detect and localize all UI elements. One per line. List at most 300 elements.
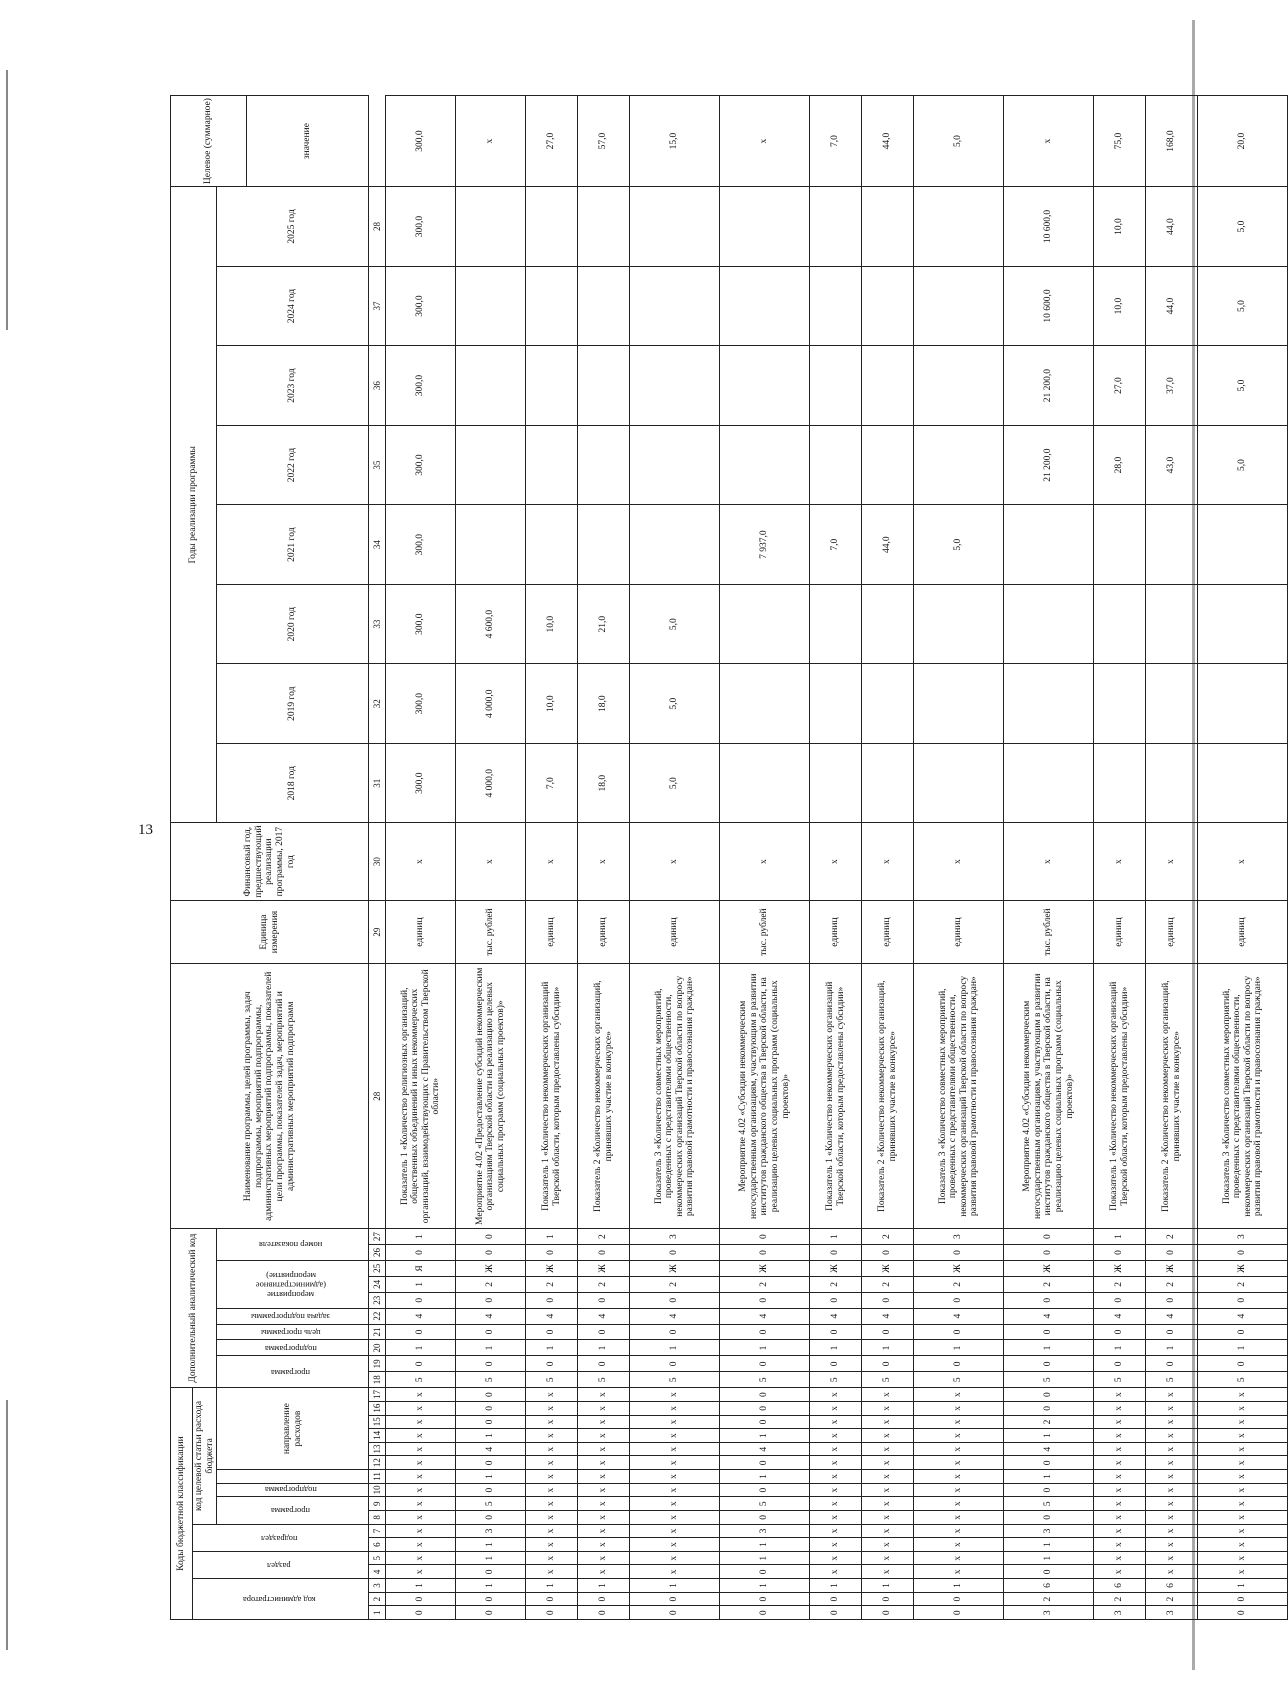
column-number: 37 [369,266,386,346]
code-cell: х [526,1415,578,1429]
year-value: 300,0 [386,505,456,585]
year-value [720,664,810,744]
code-cell: 2 [456,1276,526,1292]
code-cell: х [1094,1456,1146,1470]
year-value [630,505,720,585]
year-value [526,346,578,426]
code-cell: х [386,1511,456,1525]
year-value: 300,0 [386,743,456,823]
code-cell: 0 [1094,1292,1146,1308]
year-value: 18,0 [578,743,630,823]
column-number: 4 [369,1565,386,1579]
code-cell: 3 [1004,1524,1094,1538]
year-value [456,187,526,267]
code-cell: Ж [810,1260,862,1276]
target-value: х [720,96,810,187]
code-cell: 4 [1146,1308,1198,1324]
code-cell: 4 [1004,1308,1094,1324]
code-cell: х [526,1565,578,1579]
year-value [526,425,578,505]
code-cell: 1 [456,1579,526,1593]
code-cell: х [630,1470,720,1484]
code-cell: х [526,1429,578,1443]
code-cell: 4 [1198,1308,1288,1324]
code-cell: 0 [526,1292,578,1308]
row-unit: единиц [386,900,456,964]
code-cell: х [578,1565,630,1579]
column-number: 11 [369,1470,386,1484]
code-cell: 5 [526,1372,578,1388]
header-name: Наименование программы, целей программы, задач подпрограммы, мероприятий подпрограммы, административных мероприятий подпрограммы, показателей цели программы, показателей задач, мероприятий и административных мероприятий подпрограмм [171,964,369,1229]
header-target-group: Целевое (суммарное) [171,96,247,187]
code-cell: х [862,1483,914,1497]
code-cell: 0 [1004,1565,1094,1579]
row-unit: единиц [630,900,720,964]
code-cell: 0 [720,1229,810,1245]
code-cell: 5 [1094,1372,1146,1388]
year-value: 10,0 [1094,187,1146,267]
code-cell: 0 [1004,1356,1094,1372]
code-cell: 2 [1146,1229,1198,1245]
code-cell: 0 [1146,1245,1198,1261]
year-value [1094,584,1146,664]
year-value: 4 000,0 [456,664,526,744]
code-cell: х [810,1456,862,1470]
column-number: 20 [369,1340,386,1356]
code-cell: 5 [578,1372,630,1388]
column-number: 27 [369,1229,386,1245]
code-cell: 1 [914,1579,1004,1593]
code-cell: х [578,1483,630,1497]
code-cell: х [862,1538,914,1552]
code-cell: х [526,1483,578,1497]
column-number: 3 [369,1579,386,1593]
code-cell: 0 [456,1606,526,1620]
header-target-value: значение [247,96,369,187]
row-fin-year: х [578,823,630,900]
code-cell: х [1094,1524,1146,1538]
code-cell: 3 [630,1229,720,1245]
target-value: х [456,96,526,187]
code-cell: 2 [810,1276,862,1292]
table-row [914,96,1004,1620]
code-cell: х [1146,1456,1198,1470]
code-cell: 1 [1198,1579,1288,1593]
target-value: 5,0 [914,96,1004,187]
code-cell: х [386,1538,456,1552]
code-cell: х [810,1402,862,1416]
code-cell: х [526,1497,578,1511]
year-value: 5,0 [630,584,720,664]
row-name: Показатель 2 «Количество некоммерческих организаций, принявших участие в конкурсе» [1146,964,1198,1229]
year-value [1094,743,1146,823]
code-cell: 0 [1094,1356,1146,1372]
row-unit: тыс. рублей [1004,900,1094,964]
year-value [720,346,810,426]
year-value [810,584,862,664]
year-value [720,425,810,505]
row-fin-year: х [386,823,456,900]
row-fin-year: х [810,823,862,900]
code-cell: х [1198,1565,1288,1579]
code-cell: 2 [1004,1276,1094,1292]
year-value [720,743,810,823]
code-cell: х [1094,1538,1146,1552]
code-cell: 1 [720,1470,810,1484]
year-value: 5,0 [914,505,1004,585]
year-value: 4 000,0 [456,743,526,823]
year-value [456,346,526,426]
code-cell: Ж [1004,1260,1094,1276]
year-value [862,425,914,505]
column-number: 7 [369,1524,386,1538]
year-value: 5,0 [1198,187,1288,267]
code-cell: 3 [720,1524,810,1538]
code-cell: х [810,1429,862,1443]
year-value [862,584,914,664]
code-cell: 4 [810,1308,862,1324]
code-cell: 0 [386,1324,456,1340]
code-cell: х [526,1456,578,1470]
code-cell: х [862,1565,914,1579]
code-cell: х [914,1538,1004,1552]
column-number: 14 [369,1429,386,1443]
code-cell: Ж [720,1260,810,1276]
code-cell: 0 [1146,1324,1198,1340]
code-cell: 0 [810,1606,862,1620]
code-cell: 0 [862,1292,914,1308]
column-number: 17 [369,1388,386,1402]
code-cell: 1 [526,1579,578,1593]
column-number: 31 [369,743,386,823]
row-fin-year: х [914,823,1004,900]
column-number: 28 [369,964,386,1229]
code-cell: х [578,1538,630,1552]
code-cell: 0 [862,1356,914,1372]
code-cell: х [810,1388,862,1402]
code-cell: х [810,1483,862,1497]
target-value: 20,0 [1198,96,1288,187]
code-cell: х [630,1483,720,1497]
header-activity: мероприятие (административное мероприятие) [217,1260,369,1308]
code-cell: х [386,1483,456,1497]
year-value: 300,0 [386,187,456,267]
code-cell: 0 [862,1592,914,1606]
year-value [630,266,720,346]
code-cell: х [1198,1551,1288,1565]
table-row [720,96,810,1620]
code-cell: 0 [862,1606,914,1620]
year-value: 44,0 [1146,266,1198,346]
table-row [456,96,526,1620]
code-cell: 2 [578,1229,630,1245]
code-cell: 4 [720,1308,810,1324]
column-number: 16 [369,1402,386,1416]
column-number: 30 [369,823,386,900]
code-cell: 0 [456,1292,526,1308]
header-column-numbers [369,96,386,1620]
code-cell: 0 [1198,1592,1288,1606]
row-name: Показатель 1 «Количество религиозных организаций, общественных объединений и иных некоммерческих организаций, взаимодействующих с Правительством Тверской области» [386,964,456,1229]
code-cell: 0 [810,1324,862,1340]
code-cell: х [862,1429,914,1443]
code-cell: х [526,1388,578,1402]
code-cell: х [1146,1388,1198,1402]
code-cell: 0 [578,1292,630,1308]
header-subprogram: подпрограмма [217,1483,369,1497]
code-cell: Ж [456,1260,526,1276]
code-cell: х [1198,1511,1288,1525]
code-cell: 1 [862,1579,914,1593]
code-cell: 0 [720,1565,810,1579]
column-number: 26 [369,1245,386,1261]
year-value: 300,0 [386,584,456,664]
code-cell: 3 [456,1524,526,1538]
code-cell: 0 [1198,1356,1288,1372]
code-cell: 0 [914,1606,1004,1620]
code-cell: х [386,1524,456,1538]
code-cell: х [526,1402,578,1416]
target-value: 57,0 [578,96,630,187]
code-cell: 0 [1094,1324,1146,1340]
year-value [1004,664,1094,744]
code-cell: 0 [456,1356,526,1372]
row-unit: тыс. рублей [456,900,526,964]
year-value [810,664,862,744]
year-value: 5,0 [1198,266,1288,346]
code-cell: 0 [720,1483,810,1497]
code-cell: х [630,1511,720,1525]
row-unit: единиц [1094,900,1146,964]
year-value [810,743,862,823]
header-activity-number: номер показателя [217,1229,369,1261]
column-number: 9 [369,1497,386,1511]
code-cell: 0 [1094,1245,1146,1261]
code-cell: 1 [720,1579,810,1593]
year-value: 10 600,0 [1004,187,1094,267]
year-value [1198,743,1288,823]
code-cell: 0 [720,1388,810,1402]
year-value [720,266,810,346]
column-number: 2 [369,1592,386,1606]
code-cell: х [914,1483,1004,1497]
code-cell: х [578,1388,630,1402]
code-cell: х [630,1538,720,1552]
year-value [630,187,720,267]
code-cell: 4 [526,1308,578,1324]
code-cell: 0 [1004,1456,1094,1470]
code-cell: х [1198,1429,1288,1443]
code-cell: х [862,1524,914,1538]
column-number: 35 [369,425,386,505]
code-cell: х [1146,1470,1198,1484]
code-cell: 4 [1004,1442,1094,1456]
header-goal: цель программы [217,1324,369,1340]
header-subsection: подраздел [193,1524,369,1551]
code-cell: 0 [630,1245,720,1261]
year-value [720,187,810,267]
code-cell: 0 [862,1245,914,1261]
column-number: 6 [369,1538,386,1552]
table-row [1146,96,1198,1620]
header-fin-year: Финансовый год, предшествующий реализации программы, 2017 год [171,823,369,900]
code-cell: х [1094,1388,1146,1402]
code-cell: х [630,1524,720,1538]
code-cell: х [630,1551,720,1565]
code-cell: Ж [1146,1260,1198,1276]
year-value: 5,0 [1198,425,1288,505]
code-cell: 1 [1146,1340,1198,1356]
year-value [810,346,862,426]
code-cell: 0 [720,1456,810,1470]
row-name: Мероприятие 4.02 «Предоставление субсидий некоммерческим организациям Тверской области на реализацию целевых социальных программ (социальных проектов)» [456,964,526,1229]
code-cell: 4 [720,1442,810,1456]
code-cell: 0 [456,1229,526,1245]
code-cell: х [1146,1538,1198,1552]
code-cell: 5 [386,1372,456,1388]
code-cell: 2 [720,1276,810,1292]
row-fin-year: х [1198,823,1288,900]
header-year-2021: 2021 год [217,505,369,585]
code-cell: 0 [1198,1324,1288,1340]
code-cell: Ж [1094,1260,1146,1276]
code-cell: х [1198,1524,1288,1538]
year-value: 28,0 [1094,425,1146,505]
table-row [578,96,630,1620]
code-cell: 5 [914,1372,1004,1388]
code-cell: х [862,1470,914,1484]
code-cell: х [630,1402,720,1416]
code-cell: х [1094,1497,1146,1511]
code-cell: 3 [914,1229,1004,1245]
code-cell: 4 [862,1308,914,1324]
year-value [862,187,914,267]
code-cell: 0 [810,1292,862,1308]
code-cell: 0 [578,1356,630,1372]
code-cell: 3 [1004,1606,1094,1620]
code-cell: 2 [630,1276,720,1292]
year-value [578,425,630,505]
header-year-2019: 2019 год [217,664,369,744]
year-value [1094,664,1146,744]
code-cell: х [578,1415,630,1429]
year-value: 37,0 [1146,346,1198,426]
year-value: 7,0 [810,505,862,585]
row-name: Показатель 1 «Количество некоммерческих организаций Тверской области, которым предоставлены субсидии» [1094,964,1146,1229]
code-cell: х [914,1415,1004,1429]
code-cell: х [810,1497,862,1511]
column-number: 5 [369,1551,386,1565]
year-value [914,425,1004,505]
code-cell: 5 [1004,1372,1094,1388]
year-value [1094,505,1146,585]
code-cell: х [862,1551,914,1565]
target-value: 300,0 [386,96,456,187]
code-cell: 3 [1198,1229,1288,1245]
code-cell: 4 [386,1308,456,1324]
year-value [1198,664,1288,744]
code-cell: 0 [914,1356,1004,1372]
code-cell: 0 [1004,1483,1094,1497]
table-row [526,96,578,1620]
code-cell: 0 [1004,1511,1094,1525]
scan-artifact [6,70,8,330]
code-cell: 1 [720,1538,810,1552]
code-cell: 1 [386,1579,456,1593]
code-cell: 1 [1094,1229,1146,1245]
code-cell: х [810,1551,862,1565]
year-value [456,425,526,505]
year-value [526,266,578,346]
code-cell: х [914,1402,1004,1416]
code-cell: х [862,1456,914,1470]
year-value [862,346,914,426]
code-cell: х [578,1456,630,1470]
year-value [914,187,1004,267]
code-cell: 1 [720,1551,810,1565]
header-spacer [217,1470,369,1484]
row-unit: единиц [862,900,914,964]
code-cell: 0 [1004,1388,1094,1402]
row-unit: единиц [526,900,578,964]
code-cell: 2 [1094,1276,1146,1292]
code-cell: 1 [720,1340,810,1356]
code-cell: 5 [1146,1372,1198,1388]
row-unit: единиц [914,900,1004,964]
code-cell: х [386,1442,456,1456]
column-number: 15 [369,1415,386,1429]
year-value: 18,0 [578,664,630,744]
code-cell: 0 [578,1245,630,1261]
row-fin-year: х [720,823,810,900]
year-value: 10,0 [1094,266,1146,346]
year-value: 300,0 [386,346,456,426]
code-cell: 5 [1198,1372,1288,1388]
column-number: 23 [369,1292,386,1308]
code-cell: х [1198,1442,1288,1456]
code-cell: 2 [1198,1276,1288,1292]
row-unit: единиц [1146,900,1198,964]
code-cell: х [862,1511,914,1525]
code-cell: х [914,1456,1004,1470]
code-cell: х [630,1456,720,1470]
header-target-code: код целевой статьи расхода бюджета [193,1388,217,1524]
column-number: 29 [369,900,386,964]
year-value [862,664,914,744]
code-cell: Ж [1198,1260,1288,1276]
code-cell: х [630,1388,720,1402]
code-cell: х [914,1388,1004,1402]
code-cell: 1 [810,1340,862,1356]
code-cell: 0 [630,1356,720,1372]
code-cell: 4 [456,1442,526,1456]
code-cell: 0 [1146,1356,1198,1372]
column-number: 33 [369,584,386,664]
code-cell: х [1198,1497,1288,1511]
table-body [386,96,1288,1620]
target-value: х [1004,96,1094,187]
code-cell: х [1094,1442,1146,1456]
code-cell: 0 [720,1292,810,1308]
year-value [810,266,862,346]
code-cell: х [914,1470,1004,1484]
code-cell: х [578,1511,630,1525]
column-number: 36 [369,346,386,426]
program-table [170,95,1288,1620]
code-cell: х [386,1402,456,1416]
code-cell: 1 [810,1229,862,1245]
code-cell: 0 [1004,1402,1094,1416]
